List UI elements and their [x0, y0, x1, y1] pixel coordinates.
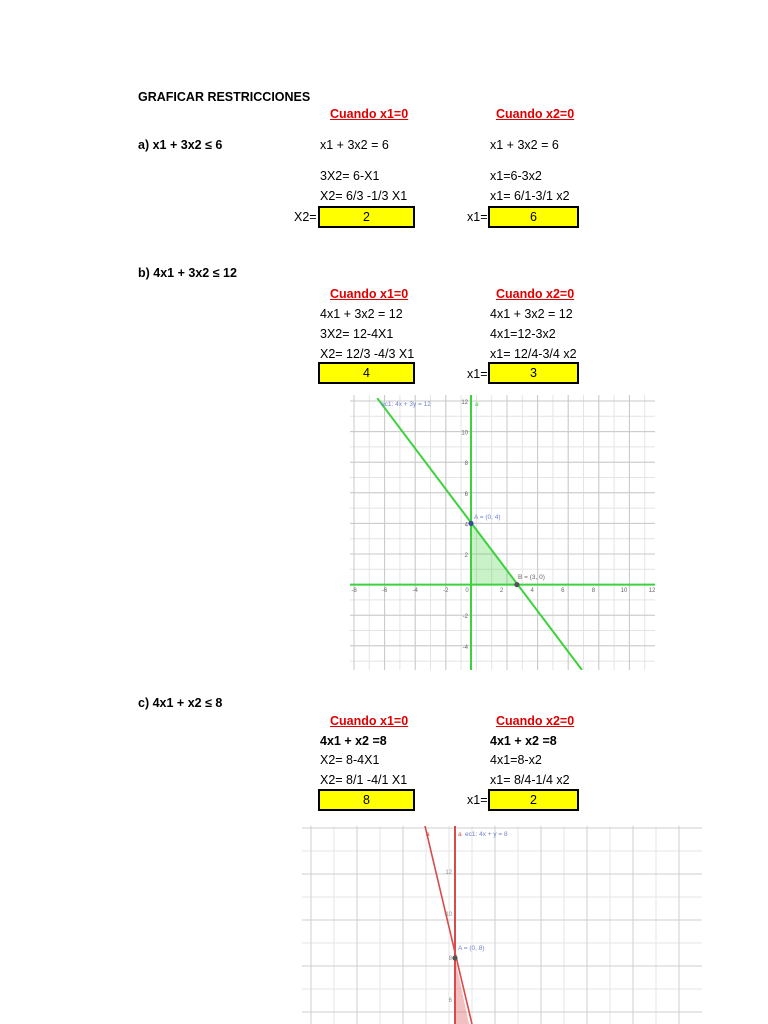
- b-left-line2: 3X2= 12-4X1: [320, 327, 394, 341]
- a-left-line2: 3X2= 6-X1: [320, 169, 380, 183]
- graph-b-point-a: [468, 521, 473, 526]
- y-tick: -2: [462, 614, 468, 621]
- y-tick: 6: [464, 491, 468, 498]
- c-right-line3: x1= 8/4-1/4 x2: [490, 773, 570, 787]
- b-left-line1: 4x1 + 3x2 = 12: [320, 307, 403, 321]
- y-tick: 8: [464, 461, 468, 468]
- c-left-line1: 4x1 + x2 =8: [320, 734, 387, 748]
- b-right-prefix: x1=: [467, 367, 488, 381]
- x-tick: -8: [351, 588, 357, 594]
- y-tick: 8: [448, 956, 452, 962]
- constraint-b-label: b) 4x1 + 3x2 ≤ 12: [138, 266, 237, 280]
- a-right-line1: x1 + 3x2 = 6: [490, 138, 559, 152]
- x-tick: -4: [412, 588, 418, 594]
- a-right-line2: x1=6-3x2: [490, 169, 542, 183]
- a-right-line3: x1= 6/1-3/1 x2: [490, 189, 570, 203]
- x-tick: 10: [620, 588, 628, 594]
- c-right-result-cell: 2: [488, 789, 579, 811]
- a-right-result-cell: 6: [488, 206, 579, 228]
- graph-c-axis-label-right: a: [458, 831, 462, 838]
- x-tick: -2: [443, 588, 449, 594]
- a-left-line1: x1 + 3x2 = 6: [320, 138, 389, 152]
- c-right-header: Cuando x2=0: [496, 714, 575, 728]
- y-tick: 2: [464, 553, 468, 559]
- graph-b-point-b: [514, 582, 519, 587]
- a-right-header: Cuando x2=0: [496, 107, 575, 121]
- y-tick: 12: [445, 870, 452, 876]
- graph-b-axis-label: a: [475, 401, 479, 408]
- b-right-result-cell: 3: [488, 362, 579, 384]
- x-tick: 12: [648, 588, 655, 594]
- b-right-line3: x1= 12/4-3/4 x2: [490, 347, 577, 361]
- x-tick: 4: [530, 588, 534, 594]
- x-tick: -6: [381, 588, 388, 594]
- a-left-header: Cuando x1=0: [330, 107, 409, 121]
- constraint-c-label: c) 4x1 + x2 ≤ 8: [138, 696, 223, 710]
- x-tick: 2: [499, 588, 504, 594]
- page-title: GRAFICAR RESTRICCIONES: [138, 90, 311, 104]
- b-right-line1: 4x1 + 3x2 = 12: [490, 307, 573, 321]
- graph-c: [302, 826, 702, 1024]
- graph-c-axis-label-left: a: [426, 831, 430, 838]
- x-tick: 0: [465, 588, 469, 594]
- y-tick: 4: [464, 522, 468, 529]
- b-right-header: Cuando x2=0: [496, 287, 575, 301]
- graph-c-point-a: [452, 955, 457, 960]
- x-tick: 6: [561, 588, 565, 594]
- y-tick: 10: [461, 430, 468, 437]
- c-left-line3: X2= 8/1 -4/1 X1: [320, 773, 408, 787]
- constraint-a-label: a) x1 + 3x2 ≤ 6: [138, 138, 223, 152]
- a-left-line3: X2= 6/3 -1/3 X1: [320, 189, 408, 203]
- y-tick: 12: [461, 400, 468, 406]
- b-left-header: Cuando x1=0: [330, 287, 409, 301]
- a-left-result-cell: 2: [318, 206, 415, 228]
- y-tick: -4: [462, 644, 468, 651]
- c-right-line2: 4x1=8-x2: [490, 753, 542, 767]
- graph-c-equation-label: ec1: 4x + y = 8: [465, 831, 508, 838]
- b-left-result-cell: 4: [318, 362, 415, 384]
- c-left-line2: X2= 8-4X1: [320, 753, 380, 767]
- a-right-prefix: x1=: [467, 210, 488, 224]
- graph-c-point-a-label: A = (0, 8): [458, 945, 485, 952]
- c-right-line1: 4x1 + x2 =8: [490, 734, 557, 748]
- c-left-header: Cuando x1=0: [330, 714, 409, 728]
- x-tick: 8: [591, 588, 596, 594]
- c-right-prefix: x1=: [467, 793, 488, 807]
- y-tick: 10: [445, 912, 452, 918]
- graph-b-point-a-label: A = (0, 4): [474, 514, 501, 521]
- b-left-line3: X2= 12/3 -4/3 X1: [320, 347, 415, 361]
- a-left-prefix: X2=: [294, 210, 317, 224]
- b-right-line2: 4x1=12-3x2: [490, 327, 556, 341]
- graph-b: [350, 395, 655, 670]
- graph-b-point-b-label: B = (3, 0): [518, 574, 545, 581]
- graph-b-equation-label: ec1: 4x + 3y = 12: [381, 401, 431, 408]
- y-tick: 6: [448, 998, 452, 1004]
- c-left-result-cell: 8: [318, 789, 415, 811]
